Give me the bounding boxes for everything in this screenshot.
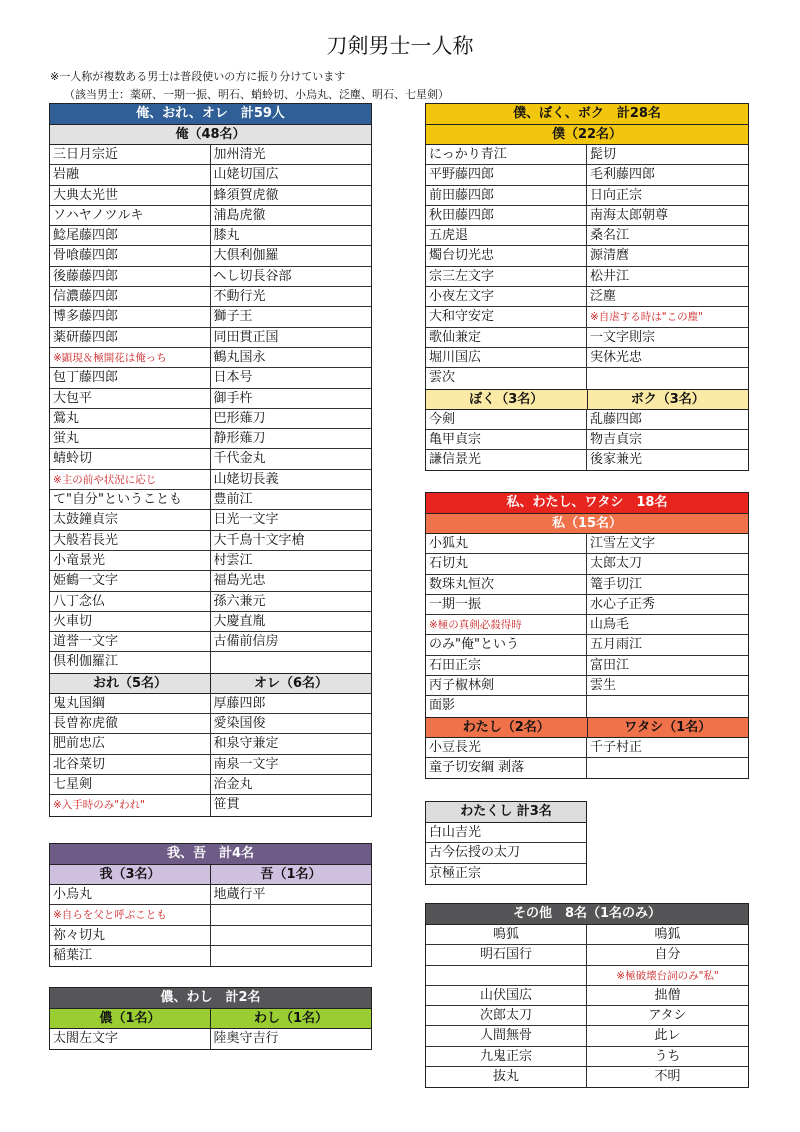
table-cell: 浦島虎徹 bbox=[211, 206, 372, 226]
table-cell bbox=[587, 696, 748, 716]
table-cell: 山姥切国広 bbox=[211, 165, 372, 185]
table-cell: 明石国行 bbox=[426, 945, 587, 965]
watashi-subheader-2 bbox=[426, 717, 748, 738]
table-cell: 松井江 bbox=[587, 267, 748, 287]
table-cell: 南海太郎朝尊 bbox=[587, 206, 748, 226]
table-cell: 堀川国広 bbox=[426, 348, 587, 368]
table-cell: 日光一文字 bbox=[211, 510, 372, 530]
table-cell: 一期一振 bbox=[426, 595, 587, 615]
table-cell: 倶利伽羅江 bbox=[50, 652, 211, 672]
ware-sub-ware-alt: 吾（1名） bbox=[210, 865, 371, 884]
ore-subheader: 俺（48名） bbox=[50, 125, 371, 145]
table-cell: 泛塵 bbox=[587, 287, 748, 307]
table-cell: 一文字則宗 bbox=[587, 328, 748, 348]
washi-sub-hiragana: わし（1名） bbox=[210, 1009, 371, 1028]
watashi-grid bbox=[426, 534, 748, 717]
table-cell: 鶴丸国永 bbox=[211, 348, 372, 368]
table-cell: 南泉一文字 bbox=[211, 755, 372, 775]
page-title: 刀剣男士一人称 bbox=[326, 34, 474, 58]
table-cell: 蛍丸 bbox=[50, 429, 211, 449]
table-cell: ※入手時のみ"われ" bbox=[50, 795, 211, 815]
table-cell: 大包平 bbox=[50, 389, 211, 409]
table-cell: 小豆長光 bbox=[426, 738, 587, 758]
boku-table bbox=[425, 103, 749, 471]
table-cell: 骨喰藤四郎 bbox=[50, 246, 211, 266]
table-cell: 膝丸 bbox=[211, 226, 372, 246]
table-cell: 獅子王 bbox=[211, 307, 372, 327]
table-cell bbox=[211, 652, 372, 672]
table-cell: 不動行光 bbox=[211, 287, 372, 307]
ore-sub-ore-katakana: オレ（6名） bbox=[210, 674, 371, 693]
list-item: 白山吉光 bbox=[426, 823, 586, 843]
table-cell bbox=[587, 368, 748, 388]
table-cell: 小狐丸 bbox=[426, 534, 587, 554]
watashi-sub-hiragana: わたし（2名） bbox=[462, 719, 550, 735]
table-cell: 御手杵 bbox=[211, 389, 372, 409]
table-cell: 小烏丸 bbox=[50, 885, 211, 905]
table-cell: ソハヤノツルキ bbox=[50, 206, 211, 226]
table-cell: 丙子椒林剣 bbox=[426, 676, 587, 696]
table-cell: ※自虐する時は"この塵" bbox=[587, 307, 748, 327]
watakushi-list bbox=[426, 823, 586, 884]
ore-sub-ore-hiragana: おれ（5名） bbox=[92, 675, 168, 691]
table-cell: 五月雨江 bbox=[587, 635, 748, 655]
table-cell: 山鳥毛 bbox=[587, 615, 748, 635]
table-cell: 太鼓鐘貞宗 bbox=[50, 510, 211, 530]
table-cell: 地蔵行平 bbox=[211, 885, 372, 905]
watashi-sub-katakana: ワタシ（1名） bbox=[587, 718, 749, 737]
other-grid bbox=[426, 925, 748, 1087]
table-cell: 千子村正 bbox=[587, 738, 748, 758]
table-cell: 福島光忠 bbox=[211, 571, 372, 591]
table-cell: 小竜景光 bbox=[50, 551, 211, 571]
table-cell: 謙信景光 bbox=[426, 450, 587, 470]
table-cell: 稲葉江 bbox=[50, 946, 211, 966]
boku-sub-hiragana: ぼく（3名） bbox=[469, 391, 544, 407]
table-cell: て"自分"ということも bbox=[50, 490, 211, 510]
table-cell: 亀甲貞宗 bbox=[426, 430, 587, 450]
washi-header: 儂、わし 計2名 bbox=[50, 988, 371, 1009]
watashi-header: 私、わたし、ワタシ 18名 bbox=[426, 493, 748, 514]
table-cell: 宗三左文字 bbox=[426, 267, 587, 287]
table-cell: ※極の真剣必殺得時 bbox=[426, 615, 587, 635]
other-header: その他 8名（1名のみ） bbox=[426, 904, 748, 925]
watashi-subheader: 私（15名） bbox=[426, 514, 748, 534]
table-cell: 江雪左文字 bbox=[587, 534, 748, 554]
table-cell: 博多藤四郎 bbox=[50, 307, 211, 327]
watashi-table bbox=[425, 492, 749, 779]
boku-header: 僕、ぼく、ボク 計28名 bbox=[426, 104, 748, 125]
washi-table bbox=[49, 987, 372, 1050]
table-cell: 富田江 bbox=[587, 656, 748, 676]
ware-subheader bbox=[50, 865, 371, 885]
table-cell: 石田正宗 bbox=[426, 656, 587, 676]
ore-table bbox=[49, 103, 372, 817]
table-cell: 雲次 bbox=[426, 368, 587, 388]
ore-grid-2 bbox=[50, 694, 371, 816]
table-cell: 和泉守兼定 bbox=[211, 734, 372, 754]
table-cell: 童子切安綱 剥落 bbox=[426, 758, 587, 778]
table-cell: 長曽祢虎徹 bbox=[50, 714, 211, 734]
table-cell: 日向正宗 bbox=[587, 186, 748, 206]
table-cell: 笹貫 bbox=[213, 797, 240, 813]
table-cell: 蜻蛉切 bbox=[50, 449, 211, 469]
table-cell: 山伏国広 bbox=[426, 986, 587, 1006]
table-cell: 大和守安定 bbox=[426, 307, 587, 327]
table-cell: 五虎退 bbox=[426, 226, 587, 246]
table-cell: ※自らを父と呼ぶことも bbox=[50, 905, 211, 925]
table-cell: 自分 bbox=[587, 945, 748, 965]
watashi-grid-2 bbox=[426, 738, 748, 779]
table-cell: 岩融 bbox=[50, 165, 211, 185]
table-cell: 加州清光 bbox=[211, 145, 372, 165]
table-cell: 七星剣 bbox=[50, 775, 211, 795]
table-cell: 小夜左文字 bbox=[426, 287, 587, 307]
table-cell: 治金丸 bbox=[211, 775, 372, 795]
table-cell: 大典太光世 bbox=[50, 186, 211, 206]
table-cell: 髭切 bbox=[587, 145, 748, 165]
table-cell: へし切長谷部 bbox=[211, 267, 372, 287]
table-cell: 抜丸 bbox=[426, 1067, 587, 1087]
boku-sub-katakana: ボク（3名） bbox=[587, 390, 749, 409]
washi-grid bbox=[50, 1029, 371, 1049]
table-cell: 物吉貞宗 bbox=[587, 430, 748, 450]
table-cell: 北谷菜切 bbox=[50, 755, 211, 775]
table-cell: 此レ bbox=[587, 1026, 748, 1046]
table-cell: 孫六兼元 bbox=[211, 592, 372, 612]
table-cell: 巴形薙刀 bbox=[211, 409, 372, 429]
table-cell: 日本号 bbox=[211, 368, 372, 388]
table-cell: 豊前江 bbox=[211, 490, 372, 510]
table-cell: 鬼丸国綱 bbox=[50, 694, 211, 714]
table-cell: 不明 bbox=[654, 1069, 681, 1085]
table-cell: 村雲江 bbox=[211, 551, 372, 571]
table-cell: のみ"俺"という bbox=[426, 635, 587, 655]
note-line-2: （該当男士：薬研、一期一振、明石、蛸蛉切、小烏丸、泛塵、明石、七星剣） bbox=[64, 88, 449, 101]
table-cell: 燭台切光忠 bbox=[426, 246, 587, 266]
table-cell: 太郎太刀 bbox=[587, 554, 748, 574]
table-cell: 蜂須賀虎徹 bbox=[211, 186, 372, 206]
table-cell: うち bbox=[587, 1047, 748, 1067]
list-item: 京極正宗 bbox=[429, 865, 482, 881]
table-cell: 大千鳥十文字槍 bbox=[211, 531, 372, 551]
table-cell: 石切丸 bbox=[426, 554, 587, 574]
table-cell: 前田藤四郎 bbox=[426, 186, 587, 206]
list-item: 古今伝授の太刀 bbox=[426, 843, 586, 863]
ware-grid bbox=[50, 885, 371, 966]
table-cell: 愛染国俊 bbox=[211, 714, 372, 734]
table-cell bbox=[211, 905, 372, 925]
watakushi-table bbox=[425, 801, 587, 885]
table-cell: 乱藤四郎 bbox=[587, 410, 748, 430]
table-cell: 道誉一文字 bbox=[50, 632, 211, 652]
table-cell: 静形薙刀 bbox=[211, 429, 372, 449]
table-cell: 鯰尾藤四郎 bbox=[50, 226, 211, 246]
table-cell: 厚藤四郎 bbox=[211, 694, 372, 714]
table-cell: 面影 bbox=[426, 696, 587, 716]
boku-grid bbox=[426, 145, 748, 389]
boku-subheader-2 bbox=[426, 389, 748, 410]
boku-subheader: 僕（22名） bbox=[426, 125, 748, 145]
other-table bbox=[425, 903, 749, 1088]
table-cell: 実休光忠 bbox=[587, 348, 748, 368]
watakushi-header: わたくし 計3名 bbox=[426, 802, 586, 823]
table-cell: 秋田藤四郎 bbox=[426, 206, 587, 226]
ore-header: 俺、おれ、オレ 計59人 bbox=[50, 104, 371, 125]
table-cell bbox=[211, 946, 372, 966]
ore-grid bbox=[50, 145, 371, 673]
table-cell: 大慶直胤 bbox=[211, 612, 372, 632]
table-cell: 千代金丸 bbox=[211, 449, 372, 469]
table-cell: 毛利藤四郎 bbox=[587, 165, 748, 185]
ware-table bbox=[49, 843, 372, 967]
table-cell: 同田貫正国 bbox=[211, 328, 372, 348]
table-cell: アタシ bbox=[587, 1006, 748, 1026]
table-cell: 源清麿 bbox=[587, 246, 748, 266]
table-cell: 歌仙兼定 bbox=[426, 328, 587, 348]
table-cell: 鶯丸 bbox=[50, 409, 211, 429]
washi-sub-kanji: 儂（1名） bbox=[99, 1011, 161, 1026]
table-cell: 篭手切江 bbox=[587, 575, 748, 595]
table-cell: 薬研藤四郎 bbox=[50, 328, 211, 348]
table-cell: 今剣 bbox=[426, 410, 587, 430]
table-cell: 三日月宗近 bbox=[50, 145, 211, 165]
boku-grid-2 bbox=[426, 410, 748, 471]
table-cell: 鳴狐 bbox=[426, 925, 587, 945]
table-cell: ※顕現＆極開花は俺っち bbox=[50, 348, 211, 368]
table-cell: 桑名江 bbox=[587, 226, 748, 246]
table-cell: 祢々切丸 bbox=[50, 926, 211, 946]
table-cell: 水心子正秀 bbox=[587, 595, 748, 615]
table-cell: 次郎太刀 bbox=[426, 1006, 587, 1026]
table-cell: 信濃藤四郎 bbox=[50, 287, 211, 307]
table-cell: 火車切 bbox=[50, 612, 211, 632]
ware-header: 我、吾 計4名 bbox=[50, 844, 371, 865]
ware-sub-ware: 我（3名） bbox=[99, 867, 161, 882]
washi-subheader bbox=[50, 1009, 371, 1029]
table-cell: 山姥切長義 bbox=[211, 470, 372, 490]
table-cell: 鳴狐 bbox=[587, 925, 748, 945]
table-cell: 古備前信房 bbox=[211, 632, 372, 652]
table-cell: 八丁念仏 bbox=[50, 592, 211, 612]
table-cell: ※主の前や状況に応じ bbox=[50, 470, 211, 490]
table-cell: 太閤左文字 bbox=[50, 1029, 211, 1049]
table-cell: 後藤藤四郎 bbox=[50, 267, 211, 287]
table-cell: 雲生 bbox=[587, 676, 748, 696]
ore-subheader-2 bbox=[50, 673, 371, 694]
table-cell: ※極破壊台詞のみ"私" bbox=[587, 966, 748, 986]
table-cell: 陸奥守吉行 bbox=[213, 1031, 279, 1046]
table-cell: にっかり青江 bbox=[426, 145, 587, 165]
table-cell: 大般若長光 bbox=[50, 531, 211, 551]
table-cell: 肥前忠広 bbox=[50, 734, 211, 754]
table-cell bbox=[211, 926, 372, 946]
table-cell: 九鬼正宗 bbox=[426, 1047, 587, 1067]
table-cell: 人間無骨 bbox=[426, 1026, 587, 1046]
table-cell bbox=[426, 966, 587, 986]
table-cell: 拙僧 bbox=[587, 986, 748, 1006]
table-cell: 姫鶴一文字 bbox=[50, 571, 211, 591]
table-cell: 数珠丸恒次 bbox=[426, 575, 587, 595]
table-cell bbox=[587, 758, 748, 778]
table-cell: 大倶利伽羅 bbox=[211, 246, 372, 266]
table-cell: 包丁藤四郎 bbox=[50, 368, 211, 388]
table-cell: 後家兼光 bbox=[590, 452, 643, 468]
table-cell: 平野藤四郎 bbox=[426, 165, 587, 185]
note-line-1: ※一人称が複数ある男士は普段使いの方に振り分けています bbox=[50, 70, 346, 83]
